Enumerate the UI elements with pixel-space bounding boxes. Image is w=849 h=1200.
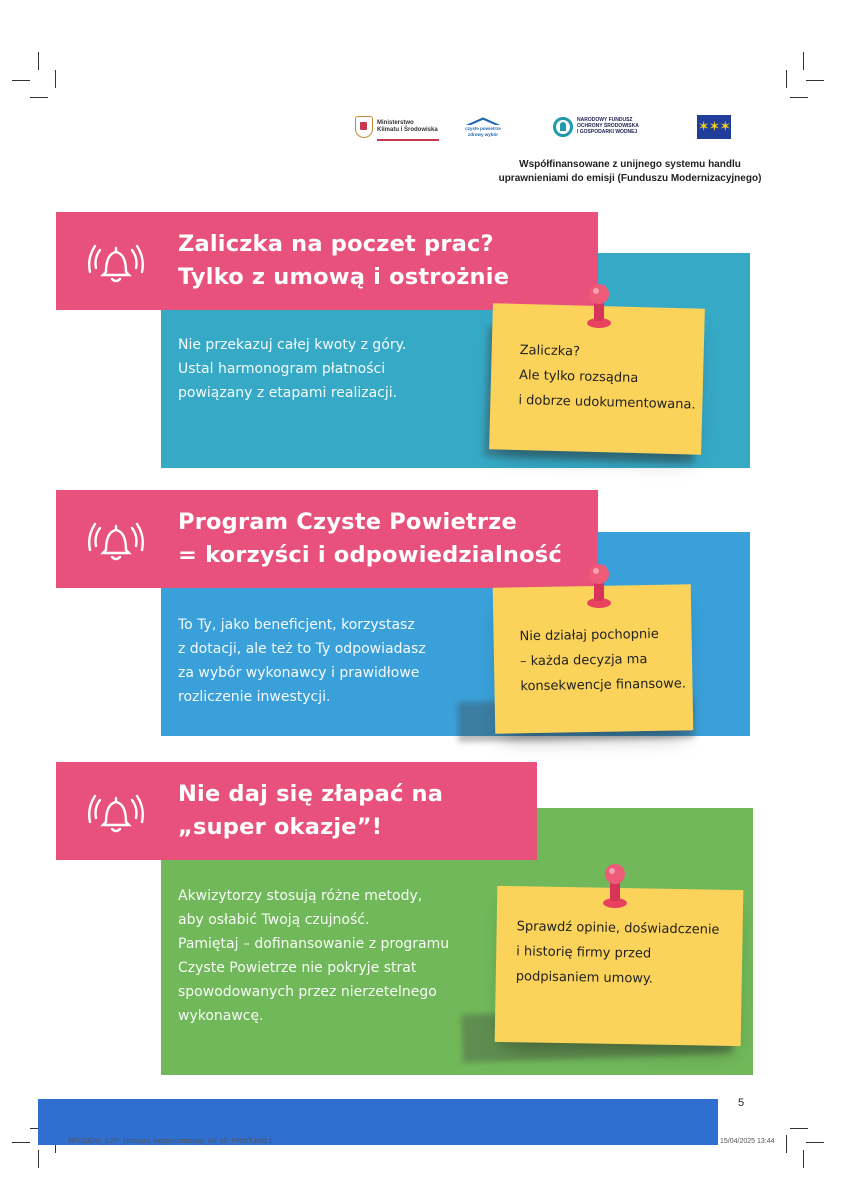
ministry-logo (355, 112, 445, 142)
section-3-sticky-note (495, 886, 744, 1046)
nfosigw-logo-text: NARODOWY FUNDUSZ OCHRONY ŚRODOWISKA I GOSPODARKI WODNEJ (577, 117, 639, 135)
nfosigw-mark-icon (553, 117, 573, 137)
cofinancing-note: Współfinansowane z unijnego systemu handlu uprawnieniami do emisji (Funduszu Modernizacyjnego) (498, 159, 762, 184)
house-roof-icon (465, 117, 501, 125)
section-3-note-text: Sprawdź opinie, doświadczenie i historię firmy przed podpisaniem umowy. (515, 919, 720, 987)
section-1-body: Nie przekazuj całej kwoty z góry. Ustal harmonogram płatności powiązany z etapami realizacji. (178, 337, 407, 401)
section-2-note-text: Nie działaj pochopnie – każda decyzja ma konsekwencje finansowe. (519, 626, 687, 695)
bell-alarm-icon (86, 238, 146, 288)
crop-mark (806, 1142, 824, 1143)
section-2-title-band (56, 490, 598, 588)
print-slug-date: 15/04/2025 13:44 (720, 1138, 775, 1145)
crop-mark (786, 70, 787, 88)
section-3-title: Nie daj się złapać na „super okazje”! (178, 781, 444, 840)
partner-logos (355, 112, 740, 144)
bell-alarm-icon (86, 788, 146, 838)
czyste-powietrze-logo-text: czyste powietrze zdrowy wybór (465, 126, 501, 137)
crop-mark (38, 52, 39, 70)
ministry-emblem-icon (355, 116, 373, 138)
crop-mark (806, 80, 824, 81)
section-1-title-band (56, 212, 598, 310)
crop-mark (12, 1142, 30, 1143)
crop-mark (12, 80, 30, 81)
crop-mark (790, 97, 808, 98)
nfosigw-logo (553, 112, 653, 142)
bell-alarm-icon (86, 516, 146, 566)
push-pin-icon (600, 863, 630, 909)
push-pin-icon (584, 563, 614, 609)
crop-mark (30, 97, 48, 98)
crop-mark (55, 70, 56, 88)
page-number: 5 (738, 1097, 745, 1109)
crop-mark (803, 52, 804, 70)
ministry-logo-text: Ministerstwo Klimatu i Środowiska (377, 120, 438, 133)
section-3-title-band (56, 762, 537, 860)
crop-mark (786, 1135, 787, 1153)
crop-mark (38, 1150, 39, 1168)
section-2-title: Program Czyste Powietrze = korzyści i odpowiedzialność (178, 509, 562, 568)
section-1-note-text: Zaliczka? Ale tylko rozsądna i dobrze udokumentowana. (518, 342, 696, 413)
push-pin-icon (584, 283, 614, 329)
print-slug-file: NFOSiGW_CZP_broszura_bezpieczenstwo_A4_v2_PRINT.indd 5 (68, 1138, 273, 1145)
eu-flag-icon: ✶✶✶ (697, 115, 731, 139)
crop-mark (790, 1128, 808, 1129)
crop-mark (803, 1150, 804, 1168)
section-3-body: Akwizytorzy stosują różne metody, aby osłabić Twoją czujność. Pamiętaj – dofinansowanie z programu Czyste Powietrze nie pokryje strat spowodowanych przez nierzetelnego wykonawcę. (178, 888, 450, 1024)
section-2-body: To Ty, jako beneficjent, korzystasz z dotacji, ale też to Ty odpowiadasz za wybór wykonawcy i prawidłowe rozliczenie inwestycji. (178, 617, 426, 705)
section-1-title: Zaliczka na poczet prac? Tylko z umową i ostrożnie (178, 231, 510, 290)
czyste-powietrze-logo (463, 112, 503, 142)
